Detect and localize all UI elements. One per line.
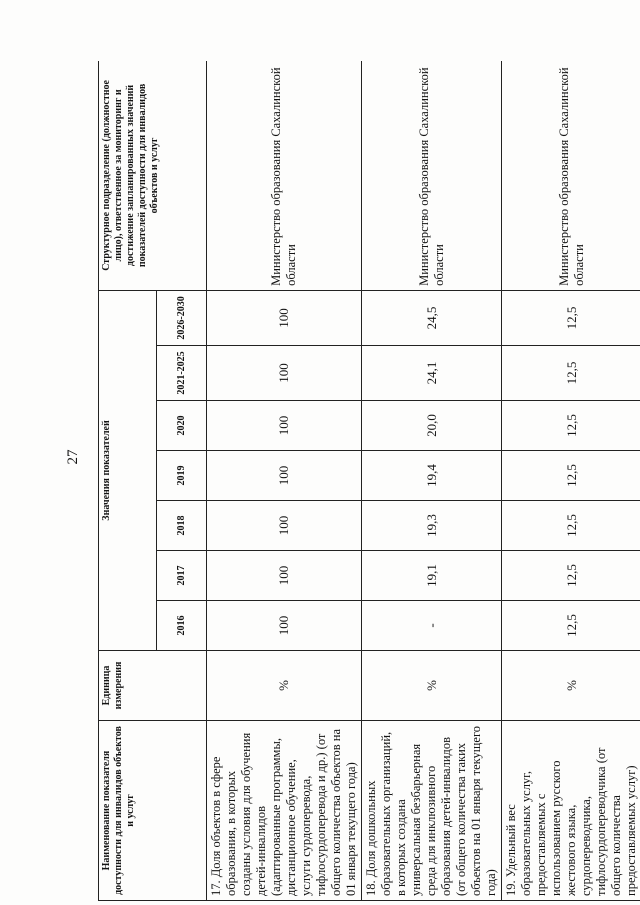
indicator-unit: % [502,651,640,721]
value-cell: - [362,601,502,651]
value-cell: 100 [207,346,362,401]
indicator-name: 19. Удельный вес образовательных услуг, предоставляемых с использованием русского жестового языка, сурдопереводчика, тифлосурдопереводчика (от общего количества предоставляемых услуг) [502,721,640,901]
table-container [98,61,640,901]
indicator-name: 18. Доля дошкольных образовательных организаций, в которых создана универсальная безбарьерная среда для инклюзивного образования детей-инвалидов (от общего количества таких объектов на 01 января текущего года) [362,721,502,901]
indicator-unit: % [207,651,362,721]
header-responsible: Структурное подразделение (должностное лицо), ответственное за мониторинг и достижение запланированных значений показателей доступности для инвалидов объектов и услуг [99,61,207,290]
value-cell: 19,3 [362,501,502,551]
header-year: 2017 [157,551,207,601]
value-cell: 12,5 [502,501,640,551]
value-cell: 12,5 [502,451,640,501]
value-cell: 100 [207,601,362,651]
value-cell: 100 [207,501,362,551]
responsible-cell: Министерство образования Сахалинской области [362,61,502,290]
value-cell: 19,1 [362,551,502,601]
value-cell: 12,5 [502,401,640,451]
header-year: 2020 [157,401,207,451]
rotated-page [98,61,640,901]
responsible-cell: Министерство образования Сахалинской области [502,61,640,290]
indicator-name: 17. Доля объектов в сфере образования, в которых созданы условия для обучения детей-инвалидов (адаптированные программы, дистанционное обучение, услуги сурдоперевода, тифлосурдоперевода и др.) (от общего количества объектов на 01 января текущего года) [207,721,362,901]
header-values-group: Значения показателей [99,290,157,650]
header-year: 2026-2030 [157,290,207,345]
value-cell: 100 [207,551,362,601]
header-year: 2016 [157,601,207,651]
header-year: 2021-2025 [157,346,207,401]
value-cell: 24,5 [362,290,502,345]
value-cell: 12,5 [502,290,640,345]
header-year: 2018 [157,501,207,551]
value-cell: 100 [207,451,362,501]
page-number: 27 [65,449,81,465]
value-cell: 12,5 [502,346,640,401]
value-cell: 24,1 [362,346,502,401]
value-cell: 100 [207,290,362,345]
indicators-table [98,61,640,901]
header-row [99,61,157,901]
header-name: Наименование показателя доступности для инвалидов объектов и услуг [99,721,207,901]
header-unit: Единица измерения [99,651,207,721]
responsible-cell: Министерство образования Сахалинской области [207,61,362,290]
table-row [362,61,502,901]
value-cell: 100 [207,401,362,451]
value-cell: 19,4 [362,451,502,501]
value-cell: 12,5 [502,601,640,651]
table-row [502,61,640,901]
table-row [207,61,362,901]
value-cell: 20,0 [362,401,502,451]
indicator-unit: % [362,651,502,721]
header-year: 2019 [157,451,207,501]
value-cell: 12,5 [502,551,640,601]
